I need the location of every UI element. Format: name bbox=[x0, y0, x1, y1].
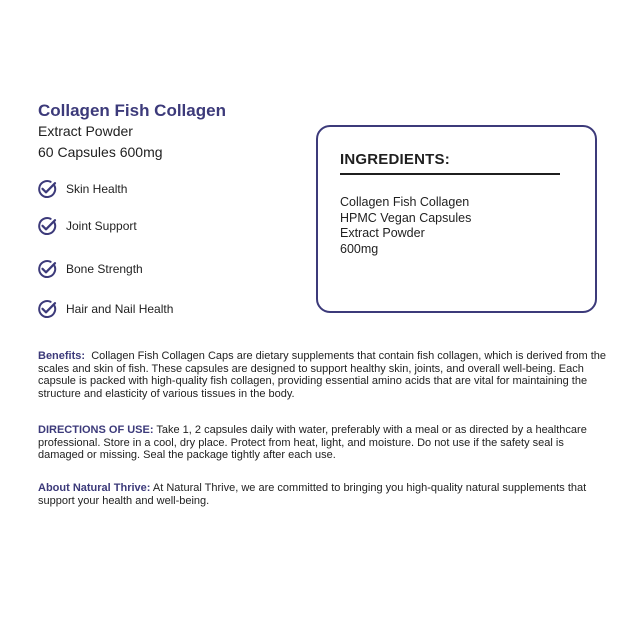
ingredients-panel bbox=[316, 125, 597, 313]
product-title: Collagen Fish Collagen bbox=[38, 101, 226, 120]
benefits-label: Benefits: bbox=[38, 350, 86, 362]
check-circle-icon bbox=[36, 298, 58, 320]
ingredients-list bbox=[340, 195, 471, 257]
directions-paragraph bbox=[38, 424, 608, 462]
ingredient-item: HPMC Vegan Capsules bbox=[340, 210, 472, 225]
ingredients-heading: INGREDIENTS: bbox=[340, 151, 450, 168]
benefits-paragraph bbox=[38, 350, 608, 400]
about-text: At Natural Thrive, we are committed to bringing you high-quality natural supplements that support your health and well-being. bbox=[38, 482, 587, 507]
product-subtitle-form: Extract Powder bbox=[38, 123, 133, 139]
feature-label: Bone Strength bbox=[66, 262, 143, 276]
benefits-text: Collagen Fish Collagen Caps are dietary supplements that contain fish collagen, which is derived from the scales and skin of fish. These capsules are designed to support healthy skin, joints, and overall well-being. Each capsule is packed with high-quality fish collagen, providing essential amino acids that are vital for maintaining the structure and elasticity of various tissues in the body. bbox=[38, 350, 607, 400]
check-circle-icon bbox=[36, 215, 58, 237]
directions-text: Take 1, 2 capsules daily with water, preferably with a meal or as directed by a healthcare professional. Store in a cool, dry place. Protect from heat, light, and moisture. Do not use if the safety seal is damaged or missing. Seal the package tightly after each use. bbox=[38, 424, 587, 461]
feature-bone-strength bbox=[36, 258, 143, 280]
feature-hair-nail-health bbox=[36, 298, 173, 320]
about-paragraph bbox=[38, 482, 608, 507]
check-circle-icon bbox=[36, 178, 58, 200]
ingredient-item: Collagen Fish Collagen bbox=[340, 195, 470, 209]
feature-skin-health bbox=[36, 178, 127, 200]
feature-label: Skin Health bbox=[66, 182, 128, 196]
ingredients-divider bbox=[340, 173, 560, 175]
feature-joint-support bbox=[36, 215, 137, 237]
product-subtitle-size: 60 Capsules 600mg bbox=[38, 144, 163, 160]
check-circle-icon bbox=[36, 258, 58, 280]
feature-label: Hair and Nail Health bbox=[66, 302, 174, 316]
ingredient-item: Extract Powder bbox=[340, 226, 425, 240]
directions-label: DIRECTIONS OF USE: bbox=[38, 424, 154, 436]
ingredient-item: 600mg bbox=[340, 241, 379, 256]
about-label: About Natural Thrive: bbox=[38, 482, 151, 494]
feature-label: Joint Support bbox=[66, 219, 137, 233]
